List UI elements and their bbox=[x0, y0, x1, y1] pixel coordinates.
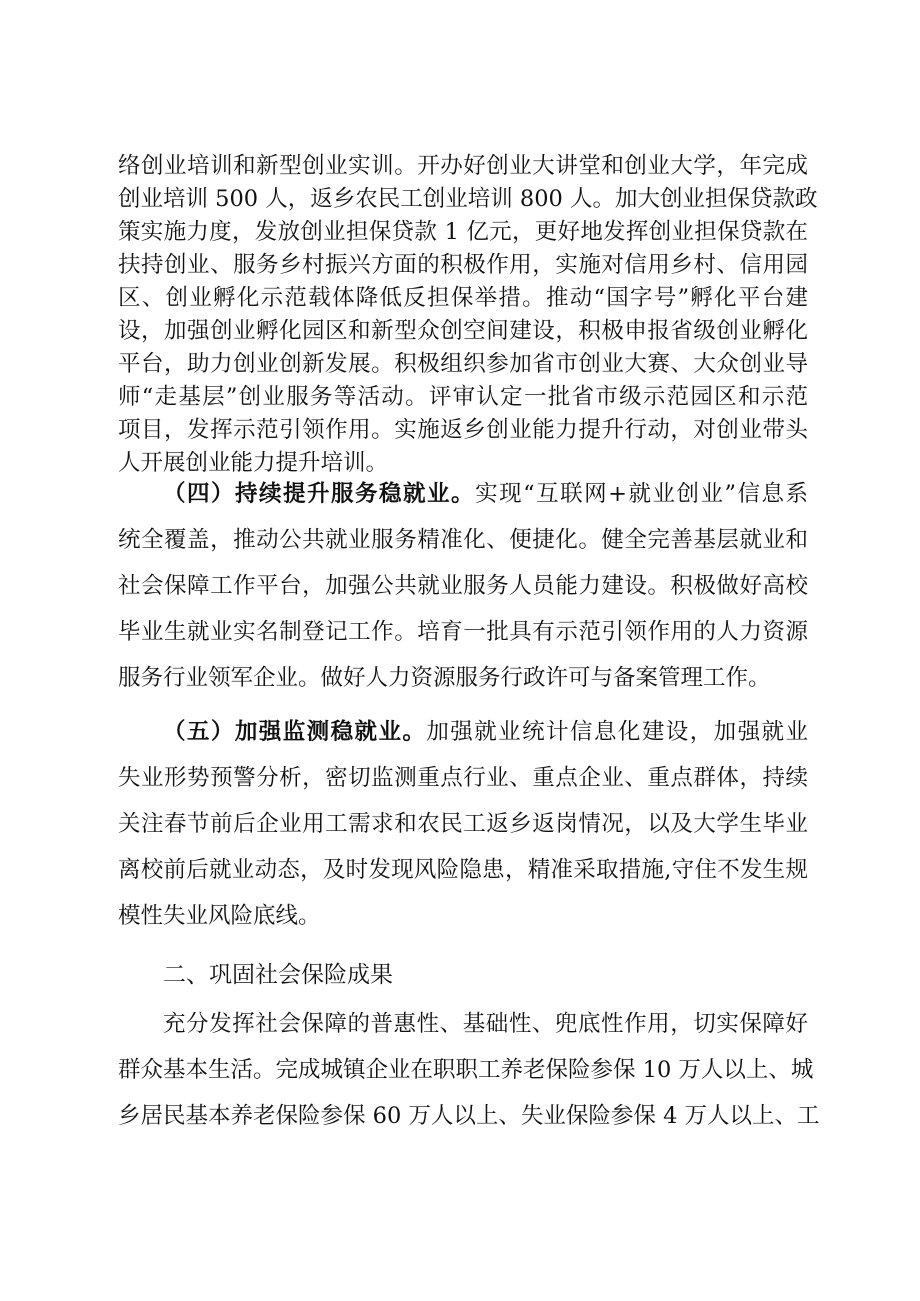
paragraph-line: 模性失业风险底线。 bbox=[118, 903, 321, 929]
paragraph-line: 关注春节前后企业用工需求和农民工返乡返岗情况，以及大学生毕业 bbox=[118, 811, 808, 837]
paragraph-first-line: 充分发挥社会保障的普惠性、基础性、兜底性作用，切实保障好 bbox=[163, 1011, 808, 1037]
paragraph-line: 师“走基层”创业服务等活动。评审认定一批省市级示范园区和示范 bbox=[118, 384, 808, 410]
section-heading-4: （四）持续提升服务稳就业。 bbox=[163, 481, 476, 507]
paragraph-line: 络创业培训和新型创业实训。开办好创业大讲堂和创业大学，年完成 bbox=[118, 153, 808, 179]
paragraph-line: 社会保障工作平台，加强公共就业服务人员能力建设。积极做好高校 bbox=[118, 573, 808, 599]
section-heading-2: 二、巩固社会保险成果 bbox=[163, 962, 393, 988]
paragraph-line: 平台，助力创业创新发展。积极组织参加省市创业大赛、大众创业导 bbox=[118, 351, 808, 377]
paragraph-line: 统全覆盖，推动公共就业服务精准化、便捷化。健全完善基层就业和 bbox=[118, 527, 808, 553]
paragraph-line: 设，加强创业孵化园区和新型众创空间建设，积极申报省级创业孵化 bbox=[118, 318, 808, 344]
paragraph-line: 乡居民基本养老保险参保 60 万人以上、失业保险参保 4 万人以上、工 bbox=[118, 1103, 820, 1129]
paragraph-line: 服务行业领军企业。做好人力资源服务行政许可与备案管理工作。 bbox=[118, 665, 771, 691]
paragraph-first-line bbox=[163, 476, 808, 508]
paragraph-text: 实现“互联网+就业创业”信息系 bbox=[475, 481, 808, 507]
paragraph-line: 毕业生就业实名制登记工作。培育一批具有示范引领作用的人力资源 bbox=[118, 619, 808, 645]
paragraph-line: 创业培训 500 人，返乡农民工创业培训 800 人。加大创业担保贷款政 bbox=[118, 186, 818, 212]
paragraph-line: 区、创业孵化示范载体降低反担保举措。推动“国字号”孵化平台建 bbox=[118, 285, 808, 311]
paragraph-line: 项目，发挥示范引领作用。实施返乡创业能力提升行动，对创业带头 bbox=[118, 417, 808, 443]
paragraph-line: 离校前后就业动态，及时发现风险隐患，精准采取措施,守住不发生规 bbox=[118, 857, 808, 883]
paragraph-text: 加强就业统计信息化建设，加强就业 bbox=[426, 719, 808, 745]
paragraph-line: 扶持创业、服务乡村振兴方面的积极作用，实施对信用乡村、信用园 bbox=[118, 252, 808, 278]
section-heading-5: （五）加强监测稳就业。 bbox=[163, 719, 427, 745]
paragraph-first-line bbox=[163, 714, 808, 746]
paragraph-line: 策实施力度，发放创业担保贷款 1 亿元，更好地发挥创业担保贷款在 bbox=[118, 219, 808, 245]
paragraph-line: 人开展创业能力提升培训。 bbox=[118, 450, 389, 476]
paragraph-line: 失业形势预警分析，密切监测重点行业、重点企业、重点群体，持续 bbox=[118, 765, 808, 791]
paragraph-line: 群众基本生活。完成城镇企业在职职工养老保险参保 10 万人以上、城 bbox=[118, 1057, 814, 1083]
